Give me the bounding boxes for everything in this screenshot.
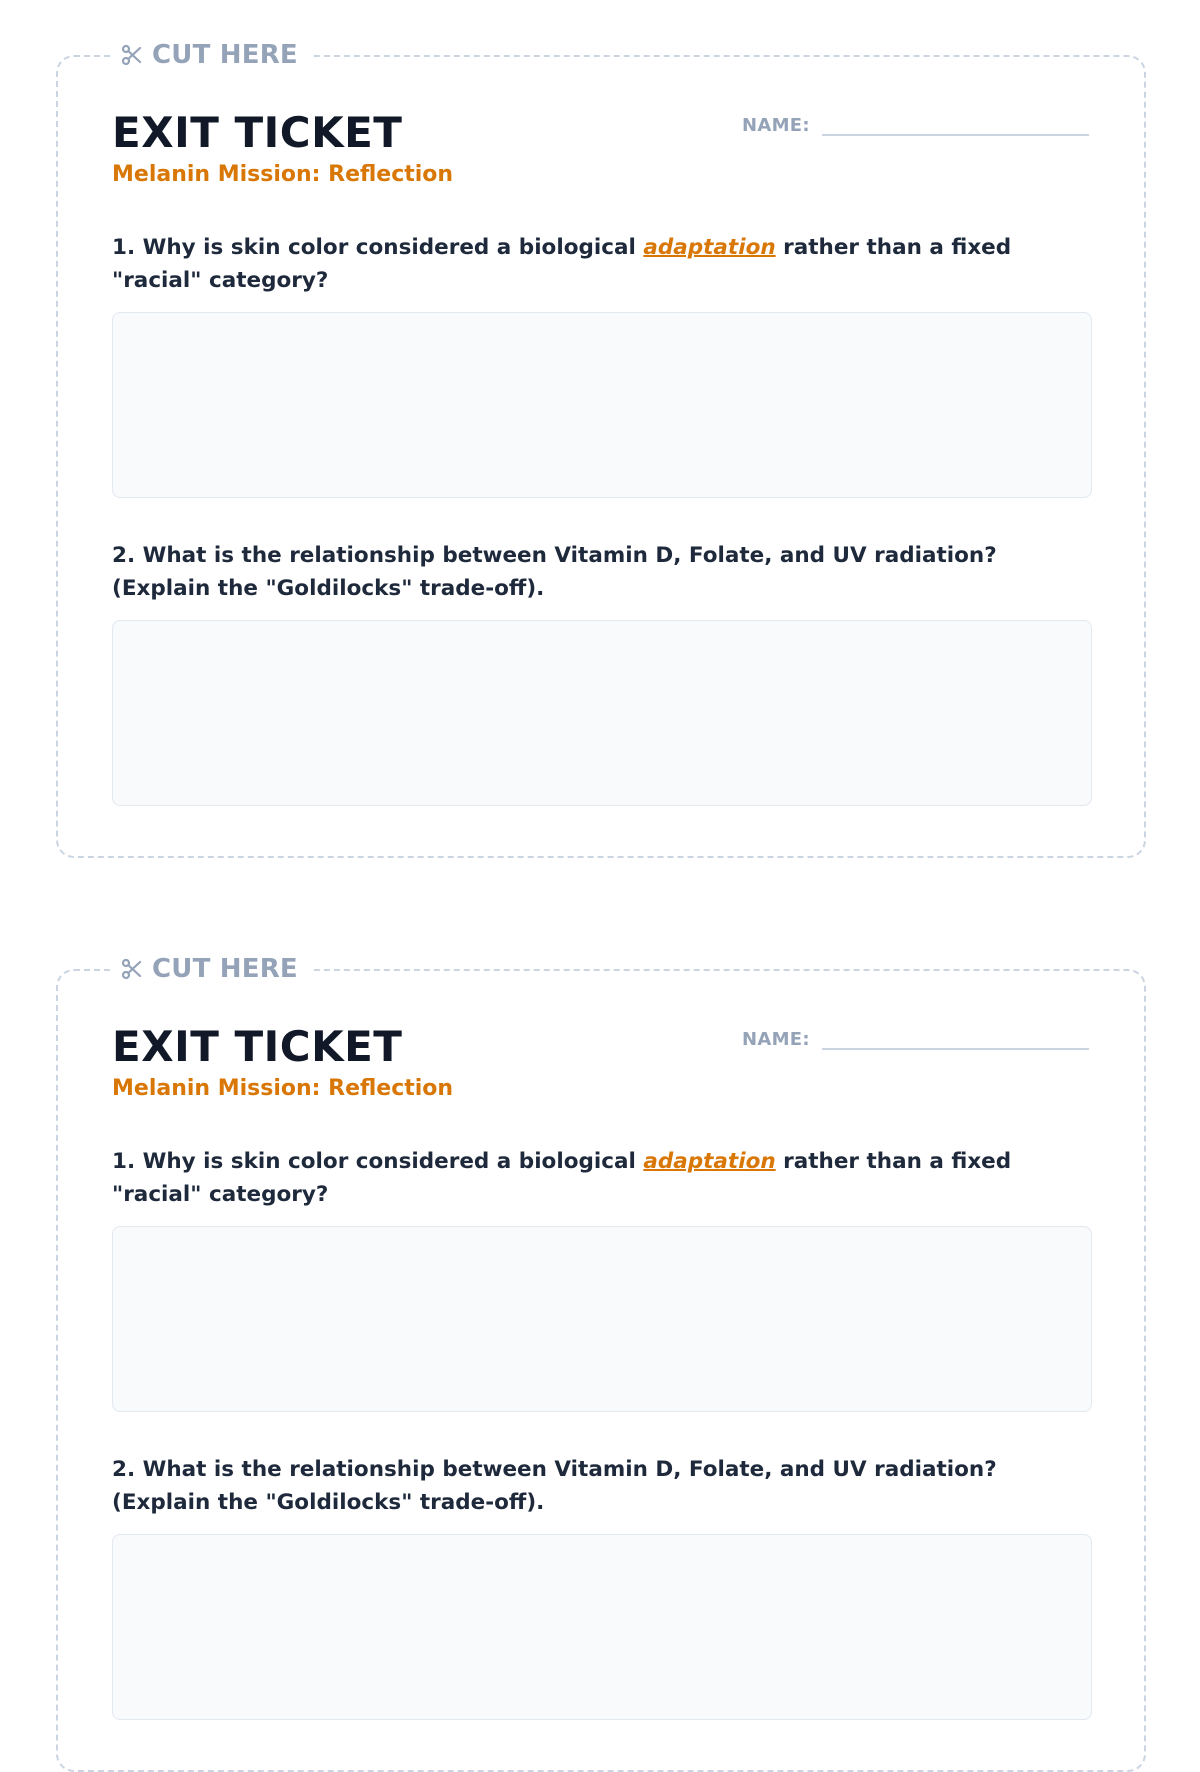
- answer-box-1[interactable]: [112, 1226, 1092, 1412]
- question-1-text: 1. Why is skin color considered a biological: [112, 235, 644, 260]
- name-label: NAME:: [742, 115, 810, 136]
- cut-here-label: [110, 949, 312, 989]
- question-1: [112, 1145, 1082, 1211]
- question-1: [112, 231, 1082, 297]
- answer-box-1[interactable]: [112, 312, 1092, 498]
- cut-here-label: [110, 35, 312, 75]
- question-2-text: 2. What is the relationship between Vitamin D, Folate, and UV radiation? (Explain the "Goldilocks" trade-off).: [112, 1457, 997, 1515]
- cut-here-text: CUT HERE: [152, 40, 298, 70]
- question-1-term: adaptation: [643, 1149, 776, 1174]
- answer-box-2[interactable]: [112, 620, 1092, 806]
- name-line[interactable]: [822, 1048, 1089, 1050]
- name-field: [742, 1023, 1089, 1055]
- exit-ticket-2: [56, 954, 1146, 1772]
- scissors-icon: [120, 957, 144, 981]
- ticket-title: EXIT TICKET: [112, 1022, 403, 1071]
- question-2-text: 2. What is the relationship between Vitamin D, Folate, and UV radiation? (Explain the "Goldilocks" trade-off).: [112, 543, 997, 601]
- question-1-text: 1. Why is skin color considered a biological: [112, 1149, 644, 1174]
- cut-here-text: CUT HERE: [152, 954, 298, 984]
- question-1-text-end: rather than a fixed "racial" category?: [112, 235, 1012, 293]
- name-field: [742, 109, 1089, 141]
- question-2: [112, 1453, 1082, 1519]
- exit-ticket-1: [56, 40, 1146, 858]
- scissors-icon: [120, 43, 144, 67]
- answer-box-2[interactable]: [112, 1534, 1092, 1720]
- question-2: [112, 539, 1082, 605]
- question-1-term: adaptation: [643, 235, 776, 260]
- name-line[interactable]: [822, 134, 1089, 136]
- ticket-title: EXIT TICKET: [112, 108, 403, 157]
- question-1-text-end: rather than a fixed "racial" category?: [112, 1149, 1012, 1207]
- ticket-subtitle: Melanin Mission: Reflection: [112, 162, 454, 187]
- name-label: NAME:: [742, 1029, 810, 1050]
- ticket-subtitle: Melanin Mission: Reflection: [112, 1076, 454, 1101]
